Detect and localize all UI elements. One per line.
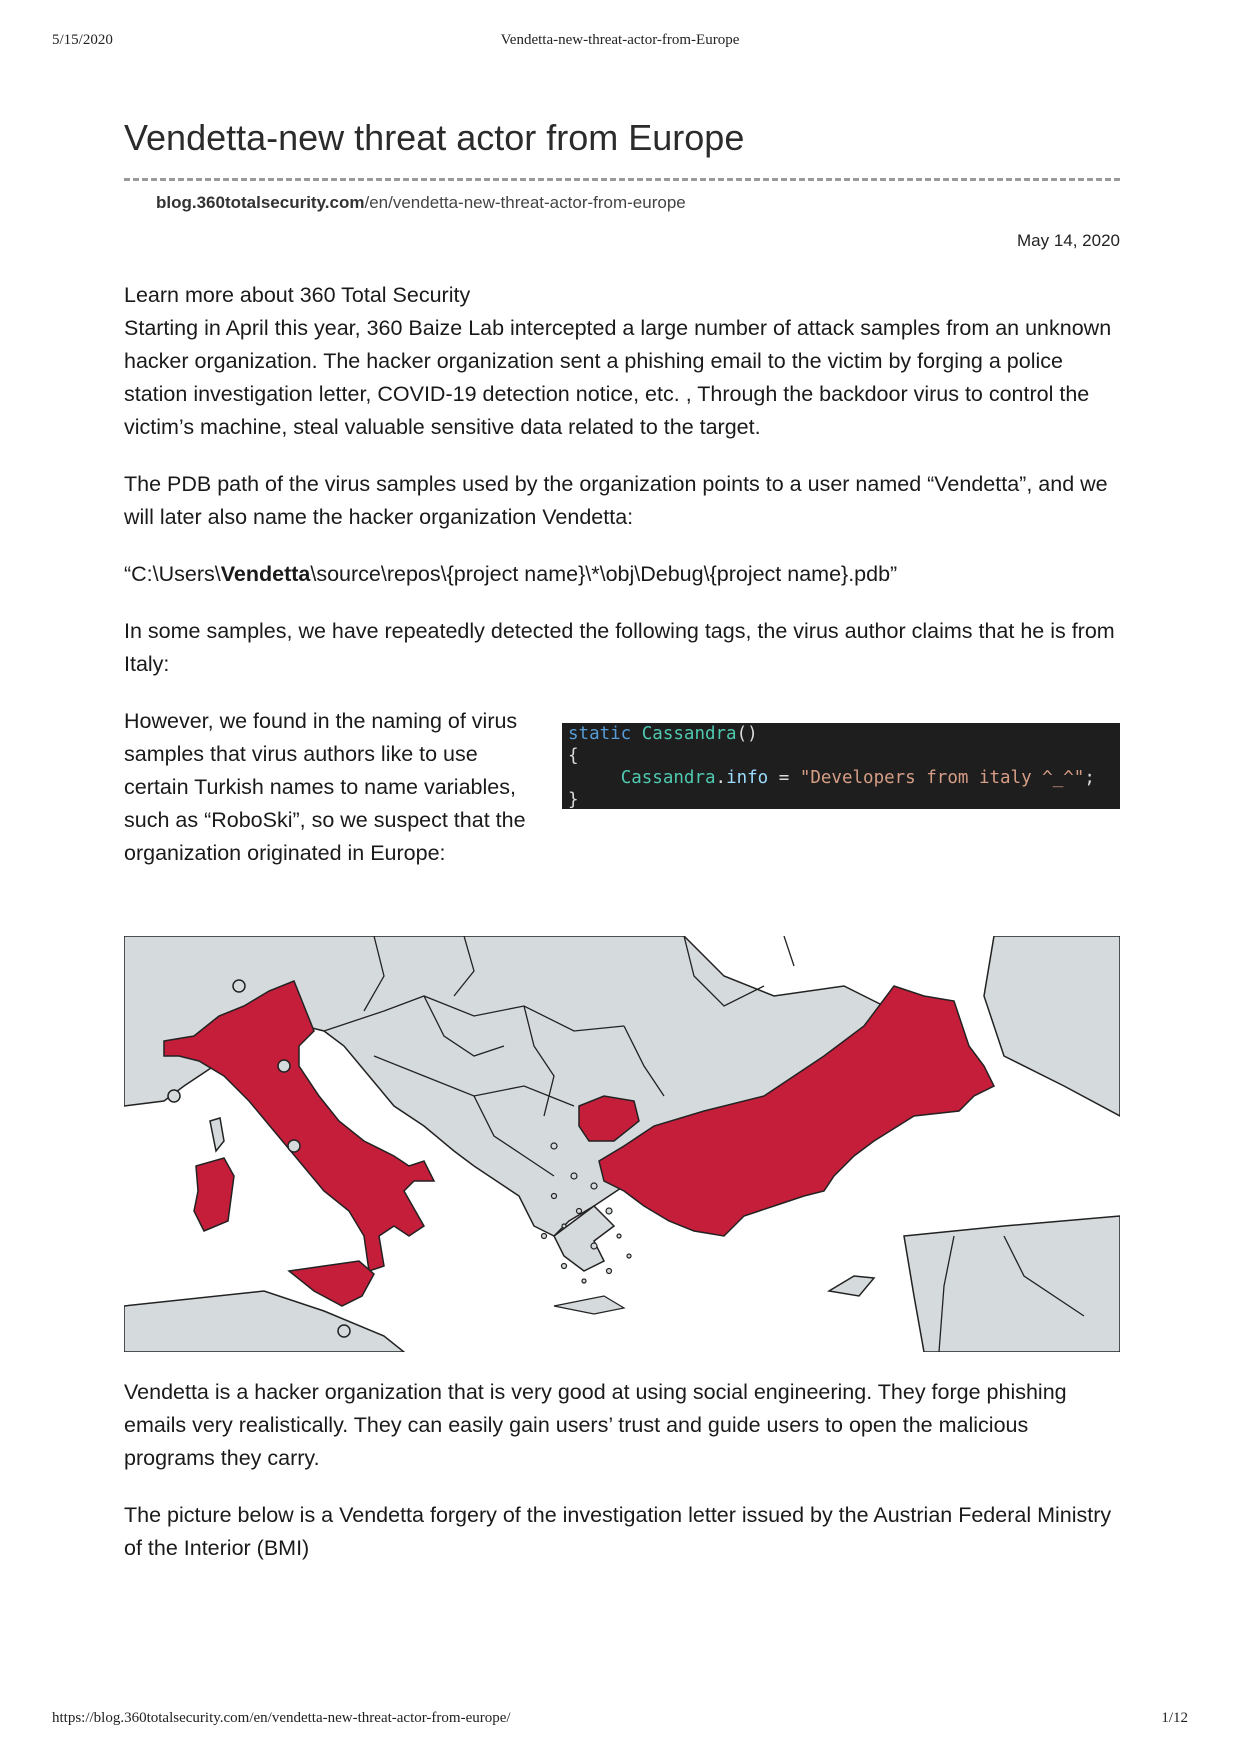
source-path[interactable]: /en/vendetta-new-threat-actor-from-europe: [364, 193, 686, 212]
paragraph-4: However, we found in the naming of virus samples that virus authors like to use certain Turkish names to name variables, such as “RoboSki”, so we suspect that the organization originated in Europe:: [124, 709, 526, 865]
pdb-suffix: \source\repos\{project name}\*\obj\Debug\{project name}.pdb”: [310, 562, 898, 586]
code-screenshot: [562, 723, 1120, 809]
paragraph-6: The picture below is a Vendetta forgery of the investigation letter issued by the Austrian Federal Ministry of the Interior (BMI): [124, 1503, 1112, 1560]
paragraph-1: Starting in April this year, 360 Baize Lab intercepted a large number of attack samples from an unknown hacker organization. The hacker organization sent a phishing email to the victim by forging a police station investigation letter, COVID-19 detection notice, etc. , Through the backdoor virus to control the victim’s machine, steal valuable sensitive data related to the target.: [124, 316, 1112, 439]
code-line-2: {: [568, 746, 579, 766]
print-page-number: 1/12: [1161, 1710, 1188, 1726]
article-title: Vendetta-new threat actor from Europe: [124, 117, 745, 158]
print-title: Vendetta-new-threat-actor-from-Europe: [500, 32, 740, 48]
paragraph-2: The PDB path of the virus samples used by the organization points to a user named “Vendetta”, and we will later also name the hacker organization Vendetta:: [124, 472, 1108, 529]
code-line-3: Cassandra.info = "Developers from italy ^_^";: [620, 768, 1095, 788]
code-line-1: static Cassandra(): [568, 724, 758, 744]
title-divider: [124, 178, 1120, 181]
pdb-path: [124, 558, 1120, 591]
map-land-southeast: [904, 1216, 1120, 1352]
publish-date: May 14, 2020: [1016, 231, 1120, 250]
source-domain[interactable]: blog.360totalsecurity.com: [156, 193, 365, 212]
print-date: 5/15/2020: [52, 32, 113, 48]
paragraph-3: In some samples, we have repeatedly detected the following tags, the virus author claims that he is from Italy:: [124, 619, 1115, 676]
paragraph-5: Vendetta is a hacker organization that is very good at using social engineering. They forge phishing emails very realistically. They can easily gain users’ trust and guide users to open the malicious programs they carry.: [124, 1380, 1067, 1470]
pdb-username: Vendetta: [220, 562, 311, 586]
print-header: [52, 32, 1188, 52]
article: [124, 112, 1120, 1565]
europe-map: [124, 936, 1120, 1352]
intro-link[interactable]: Learn more about 360 Total Security: [124, 283, 471, 307]
print-footer-url[interactable]: https://blog.360totalsecurity.com/en/vendetta-new-threat-actor-from-europe/: [52, 1710, 511, 1726]
map-sardinia: [194, 1158, 234, 1231]
code-line-4: }: [568, 790, 579, 809]
source-link[interactable]: [156, 193, 1120, 213]
pdb-prefix: “C:\Users\: [124, 562, 221, 586]
print-footer: [52, 1710, 1188, 1730]
text-code-row: [124, 705, 1120, 910]
